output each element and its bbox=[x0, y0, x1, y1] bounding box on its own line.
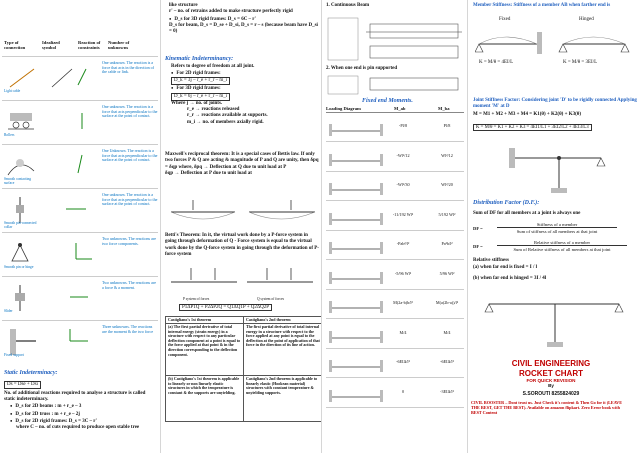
header-unknowns: Number of unknowns bbox=[108, 40, 130, 51]
fem-row bbox=[326, 262, 464, 290]
support-name: Rollers bbox=[4, 133, 15, 137]
by-label: By bbox=[548, 383, 554, 389]
fem-mba: Pl/8 bbox=[443, 123, 451, 128]
df2-den: Sum of Relative stiffness of all members at that joint bbox=[513, 247, 611, 252]
maxwell-text-2: δqp → Deflection at P due to unit load at bbox=[165, 170, 252, 176]
kin-formula-2d: D_k = 3j – r_e + r_r – m_i bbox=[171, 77, 230, 85]
kin-line: Refers to degree of freedom at all joint. bbox=[171, 63, 255, 69]
support-row bbox=[2, 56, 158, 100]
k-hinged: K = M/θ = 3EI/L bbox=[563, 60, 598, 65]
support-name: Smooth pin-connected collar bbox=[4, 221, 37, 229]
relative-stiffness-fixed: (a) when far end is fixed = I / l bbox=[473, 265, 538, 270]
static-item: ● D_s for 2D truss : m + r_e – 2j bbox=[10, 411, 158, 418]
relative-stiffness-hinged: (b) when far end is hinged = 3I / 4l bbox=[473, 276, 547, 281]
pin-support-diagram bbox=[326, 74, 464, 96]
df1-num: Stiffness of a member bbox=[497, 222, 617, 228]
kin-line: ● For 3D rigid frames: bbox=[171, 85, 319, 92]
fem-header-loading: Loading Diagram bbox=[326, 106, 361, 111]
header-symbol: Idealized symbol bbox=[42, 40, 60, 51]
support-desc: One unknown. The reaction is a force that acts perpendicular to the surface at the point of contact. bbox=[102, 192, 158, 207]
column-indeterminacy bbox=[161, 0, 321, 453]
frame-diagram bbox=[479, 290, 629, 350]
maxwell-text: Maxwell's reciprocal theorem: It is a special cases of Bettis law. If only two forces P & Q are acting & magnitude of P and Q are unity, then δpq = δqp where, δpq → Deflection at Q due to unit load at P bbox=[165, 152, 319, 170]
kin-line: r_r → reactions available at supports. bbox=[187, 113, 268, 119]
fixed-label: Fixed bbox=[499, 17, 511, 22]
support-name: Slider bbox=[4, 309, 13, 313]
fem-mab: -Wl²/12 bbox=[396, 152, 410, 158]
loading-diagram bbox=[328, 149, 384, 167]
fem-mba: -6EIΔ/l² bbox=[440, 359, 454, 364]
q-system-label: Q system of forces bbox=[257, 297, 285, 301]
fem-mab: -5/96 Wl² bbox=[394, 270, 412, 276]
civil-box bbox=[471, 359, 631, 415]
loading-diagram bbox=[328, 208, 384, 226]
joint-eq: M = M1 + M2 + M3 + M4 = K1(θ) + K2(θ) + K3(θ) bbox=[473, 112, 582, 117]
support-row bbox=[2, 100, 158, 144]
relative-stiffness-title: Relative stiffness bbox=[473, 258, 509, 263]
civil-title: CIVIL ENGINEERING bbox=[511, 359, 591, 368]
kin-line: r_e → reactions released bbox=[187, 107, 240, 112]
col2-line: like structure bbox=[169, 3, 198, 8]
support-desc: One unknown. The reaction is a force that acts in the direction of the cable or link. bbox=[102, 60, 154, 75]
kinematic-title: Kinematic Indeterminancy: bbox=[165, 56, 234, 62]
kin-line: m_i → no. of members axially rigid. bbox=[187, 119, 264, 125]
promo-text: CIVIL BOOSTER – Dont trust us. Just Check it's content & Then Go for it (LEAVE THE REST, GET THE BEST). Available on amazon flipkart. Zero Error book with BEST Content bbox=[471, 400, 623, 416]
fem-mab: -Pl/8 bbox=[398, 123, 408, 128]
fem-row bbox=[326, 144, 464, 172]
betti-formula: P1ΔP1Q + P2ΔP2Q = Q1ΔQ1P + Q2ΔQ2P bbox=[179, 304, 272, 311]
col2-top bbox=[169, 3, 319, 35]
kin-line: ● For 2D rigid frames: bbox=[171, 70, 319, 77]
support-row bbox=[2, 144, 158, 188]
loading-diagram bbox=[328, 385, 384, 403]
fem-row bbox=[326, 232, 464, 260]
loading-diagram bbox=[328, 355, 384, 373]
author: S.SOROUTI 8255824029 bbox=[522, 391, 580, 398]
member-stiffness-title: Member Stiffness: Stiffness of a member AB when farther end is bbox=[473, 3, 611, 8]
fem-header-mba: M_ba bbox=[438, 106, 450, 111]
col2-line: r' – no. of retrains added to make structure perfectly rigid bbox=[169, 9, 293, 15]
kinematic-block bbox=[165, 56, 319, 126]
betti-diagram bbox=[167, 264, 317, 298]
support-desc: Three unknowns. The reactions are the moment & the two force bbox=[102, 324, 154, 334]
fem-header bbox=[326, 105, 464, 113]
column-supports bbox=[0, 0, 160, 453]
static-item: ● D_s for 2D rigid frames: D_s = 3C – r' bbox=[10, 418, 158, 425]
support-name: Smooth pin or hinge bbox=[4, 265, 34, 269]
fem-row bbox=[326, 203, 464, 231]
loading-diagram bbox=[328, 119, 384, 137]
support-row bbox=[2, 320, 158, 364]
fem-mab: -Pab²/l² bbox=[396, 241, 410, 246]
static-indeterminacy-title: Static Indeterminacy: bbox=[4, 370, 58, 376]
continuous-beam-diagram bbox=[326, 12, 464, 64]
castig-2a: The first partial derivative of total internal energy in a structure with respect to the force applied at any point is equal to the deflection at the point of application of that force in the direction of its line of action. bbox=[244, 324, 321, 376]
fem-header-mab: M_ab bbox=[394, 106, 406, 111]
fem-title: Fixed end Moments. bbox=[362, 98, 413, 104]
hinged-label: Hinged bbox=[579, 17, 594, 22]
df-title: Distribution Factor (D.F.): bbox=[473, 200, 540, 206]
fem-mba: -3EIΔ/l² bbox=[440, 388, 454, 394]
support-desc: Two unknowns. The reactions are a force & a moment. bbox=[102, 280, 156, 290]
static-formula: Ds = Dse + Dsi bbox=[4, 381, 41, 389]
kin-formula-3d: D_k = 6j – r_e + r_r – m_i bbox=[171, 93, 230, 101]
fem-mba: M/4 bbox=[443, 329, 451, 335]
col2-line: ● D_s for 3D rigid frames: D_s = 6C – r' bbox=[169, 16, 319, 23]
loading-diagram bbox=[328, 267, 384, 285]
loading-diagram bbox=[328, 237, 384, 255]
p-system-label: P system of forces bbox=[183, 297, 210, 301]
maxwell-block bbox=[165, 152, 319, 177]
castig-1a: (a) The first partial derivative of total internal energy (strain energy) in a structure with respect to any particular deflection component at a point is equal to the force applied at that point & in the direction corresponding to the deflection component. bbox=[166, 324, 244, 376]
header-type: Type of connection bbox=[4, 40, 26, 51]
castig-1-title: Castigliano's 1st theorem bbox=[166, 317, 244, 324]
loading-diagram bbox=[328, 178, 384, 196]
fem-row bbox=[326, 114, 464, 142]
k-fixed: K = M/θ = 4EI/L bbox=[479, 60, 514, 65]
rocket-title: ROCKET CHART bbox=[519, 368, 583, 378]
fem-mab: -Wl²/30 bbox=[396, 182, 410, 187]
support-desc: One Unknown. The reaction is a force that acts perpendicular to the surface at the point of contact. bbox=[102, 148, 158, 163]
df-desc: Sum of DF for all members at a joint is always one bbox=[473, 211, 581, 216]
static-item: ● D_s for 2D beams : m + r_e – 3 bbox=[10, 403, 158, 410]
support-row bbox=[2, 276, 158, 320]
joint-k-formula: K = M/θ = K1 + K2 + K3 = 4EI1/L1 + 3EI2/L2 + 4EI3/L3 bbox=[473, 124, 592, 131]
fem-row bbox=[326, 291, 464, 319]
fem-mba: Pa²b/l² bbox=[441, 241, 453, 246]
loading-diagram bbox=[328, 296, 384, 314]
castig-2-title: Castigliano's 2nd theorem bbox=[244, 317, 321, 324]
column-stiffness: Member Stiffness: Stiffness of a member AB when farther end is Fixed Hinged K = M/θ = 4EI/L K = M/θ = 3EI/L Joint Stiffness Factor: Considering joint 'D' to be rigidly connected Applying moment 'M' at D M = M1 + M2 + M3 + M4 = K1(θ) + K2(θ) + K3(θ) K = M/θ = K1 + K2 + K3 = 4EI1/L1 + 3EI2/L2 + 4EI3/L3 Distribution Factor (D.F.): Sum of DF for all members at a joint is always one DF = Stiffness of a member Sum of stiffness of all members at that joint DF = Relative stiffness of a member Sum of Relative stiffness of all members at that joint Relative stiffness (a) when far end is fixed = I / l (b) when far end is hinged = 3I / 4l CIVIL ENGINEERING ROCKET CHART FOR QUICK REVISION By S.SOROUTI 8255824029 CIVIL BOOSTER – Dont trust us. Just Check it's content & Then Go for it (LEAVE THE REST, GET THE BEST). Available on amazon flipkart. Zero Error book with BEST Content bbox=[471, 3, 637, 416]
static-desc: No. of additional reactions required to analyse a structure is called static indeterminacy. bbox=[4, 390, 146, 402]
castig-1b: (b) Castigliano's 1st theorem is applicable to linearly or non linearly elastic structures in which the temperature is constant & the supports are unyielding. bbox=[166, 376, 244, 422]
fem-mab: M(2a-b)b/l² bbox=[393, 300, 413, 305]
static-note: where C – no. of cuts required to produce open stable tree bbox=[16, 425, 140, 430]
joint-stiffness-title: Joint Stiffness Factor: Considering joint 'D' to be rigidly connected Applying moment 'M' at D bbox=[473, 98, 637, 110]
quick-revision: FOR QUICK REVISION bbox=[526, 378, 576, 384]
stiffness-diagrams bbox=[475, 24, 635, 58]
header-reaction: Reaction of constraints bbox=[78, 40, 101, 51]
fem-mab: 0 bbox=[401, 388, 405, 394]
castigliano-table bbox=[165, 316, 321, 422]
fem-mba: Wl²/12 bbox=[441, 152, 453, 158]
fem-mab: -6EIΔ/l² bbox=[396, 359, 410, 364]
support-name: Fixed support bbox=[4, 353, 24, 357]
fem-mab: -11/192 Wl² bbox=[392, 211, 414, 217]
support-desc: One unknown. The reaction is a force that acts perpendicular to the surface at the point of contact. bbox=[102, 104, 158, 119]
column-fixed-end-moments bbox=[322, 0, 467, 453]
continuous-beam-label: 1. Continuous Beam bbox=[326, 3, 370, 8]
betti-text: Betti's Theorem: In it, the virtual work done by a P-force system in going through deformation of Q - Force system is equal to the virtual work done by the Q-force system in going through the deformation of P-force system bbox=[165, 233, 319, 257]
support-row bbox=[2, 188, 158, 232]
kin-line: Where j → no. of joints. bbox=[171, 100, 223, 106]
fem-row bbox=[326, 173, 464, 201]
col2-line: D_s for beam, D_s = D_se + D_si, D_s = r – s (because beam have D_si = 0) bbox=[169, 22, 318, 34]
maxwell-beams-diagram bbox=[165, 196, 319, 230]
fem-mba: M(a(2b-a))/l² bbox=[435, 300, 459, 305]
castig-2b: Castigliano's 2nd theorem is applicable to linearly elastic (Hookean material) structures with constant temperature & unyielding supports. bbox=[246, 376, 318, 395]
fem-row bbox=[326, 380, 464, 408]
static-indeterminacy-block bbox=[4, 370, 158, 431]
loading-diagram bbox=[328, 326, 384, 344]
fem-mba: 5/96 Wl² bbox=[439, 270, 455, 276]
fem-row bbox=[326, 321, 464, 349]
joint-diagram bbox=[509, 138, 609, 194]
pin-support-label: 2. When one end is pin supported bbox=[326, 66, 398, 71]
df2-num: Relative stiffness of a member bbox=[497, 240, 627, 246]
support-desc: Two unknowns. The reactions are two force components. bbox=[102, 236, 156, 246]
support-name: Smooth contacting surface bbox=[4, 177, 32, 185]
fem-mab: M/4 bbox=[399, 329, 407, 335]
fem-mba: Wl²/20 bbox=[441, 182, 453, 187]
support-name: Light cable bbox=[4, 89, 21, 93]
fem-row bbox=[326, 350, 464, 378]
support-row bbox=[2, 232, 158, 276]
df1-den: Sum of stiffness of all members at that joint bbox=[516, 229, 598, 234]
fem-mba: 5/192 Wl² bbox=[438, 211, 456, 217]
